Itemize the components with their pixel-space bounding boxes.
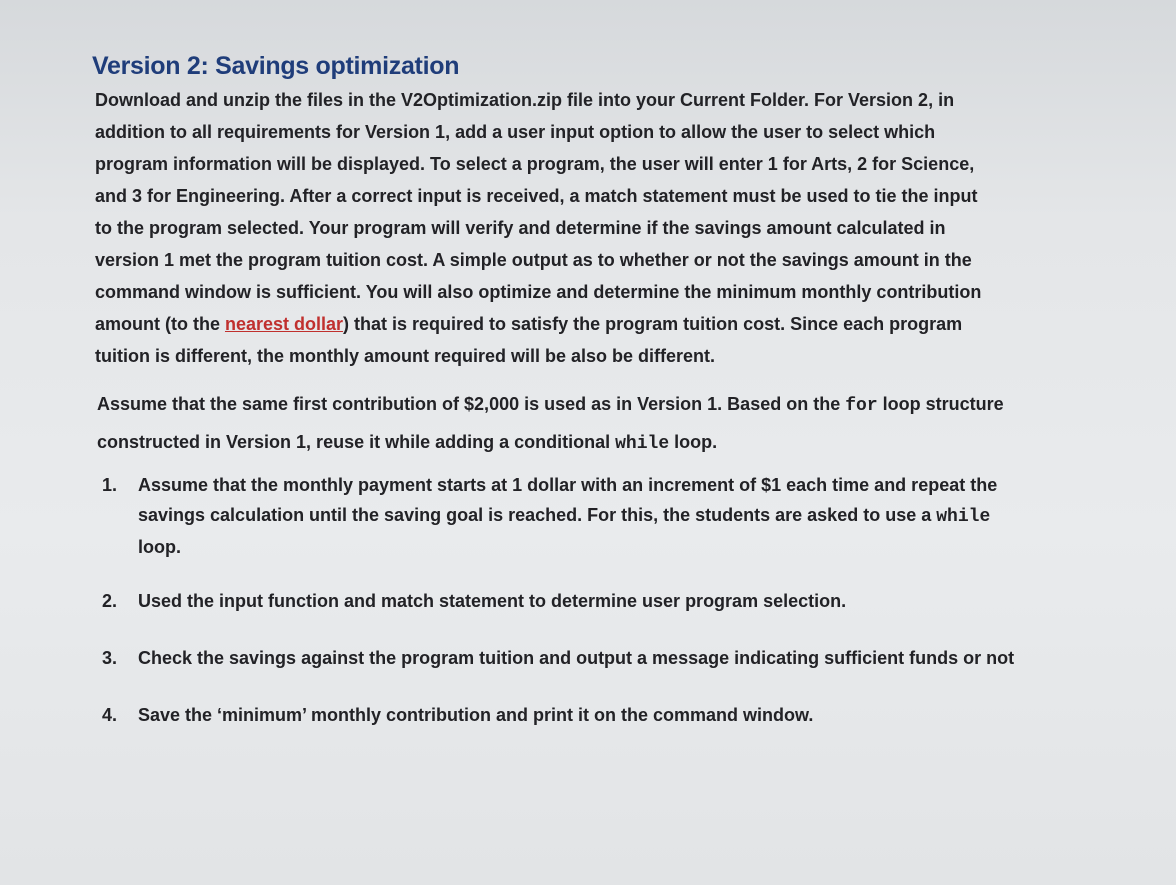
code-for: for — [845, 396, 878, 416]
assumption-text: loop. — [669, 432, 718, 452]
assumption-text: loop structure — [877, 394, 1004, 414]
list-line: Assume that the monthly payment starts at 1 dollar with an increment of $1 each time and repeat the — [138, 475, 998, 495]
list-number: 4. — [102, 705, 118, 725]
list-line: Save the ‘minimum’ monthly contribution and print it on the command window. — [138, 705, 814, 725]
code-while: while — [936, 507, 991, 527]
intro-line: command window is sufficient. You will also optimize and determine the minimum monthly contribution — [95, 282, 982, 302]
list-line: loop. — [138, 537, 181, 557]
intro-text: amount (to the — [95, 314, 225, 334]
intro-line: version 1 met the program tuition cost. A simple output as to whether or not the savings amount in the — [95, 250, 972, 270]
section-heading: Version 2: Savings optimization — [92, 52, 460, 80]
list-line — [138, 500, 1058, 532]
intro-line: program information will be displayed. To select a program, the user will enter 1 for Arts, 2 for Science, — [95, 154, 975, 174]
list-number: 1. — [102, 475, 118, 495]
intro-line — [95, 308, 1055, 340]
intro-line: Download and unzip the files in the V2Optimization.zip file into your Current Folder. For Version 2, in — [95, 90, 955, 110]
list-text — [138, 586, 1058, 616]
list-number: 3. — [102, 648, 118, 668]
intro-line: and 3 for Engineering. After a correct input is received, a match statement must be used to tie the input — [95, 186, 978, 206]
intro-line: addition to all requirements for Version 1, add a user input option to allow the user to select which — [95, 122, 936, 142]
list-text — [138, 700, 1058, 730]
intro-line: to the program selected. Your program will verify and determine if the savings amount calculated in — [95, 218, 946, 238]
list-text — [138, 470, 1058, 562]
assumption-paragraph — [97, 386, 1057, 462]
assumption-line — [97, 386, 1057, 424]
assumption-text: constructed in Version 1, reuse it while adding a conditional — [97, 432, 616, 452]
list-number: 2. — [102, 591, 118, 611]
list-line-text: savings calculation until the saving goal is reached. For this, the students are asked to use a — [138, 505, 937, 525]
intro-line: tuition is different, the monthly amount required will be also be different. — [95, 346, 716, 366]
nearest-dollar-link[interactable]: nearest dollar — [224, 314, 344, 334]
list-line: Used the input function and match statement to determine user program selection. — [138, 591, 847, 611]
intro-paragraph — [95, 84, 1055, 372]
list-text — [138, 643, 1058, 673]
assumption-line — [97, 424, 1057, 462]
list-line: Check the savings against the program tuition and output a message indicating sufficient funds or not — [138, 648, 1015, 668]
intro-text: ) that is required to satisfy the program tuition cost. Since each program — [343, 314, 963, 334]
assumption-text: Assume that the same first contribution of $2,000 is used as in Version 1. Based on the — [97, 394, 846, 414]
code-while: while — [615, 434, 670, 454]
